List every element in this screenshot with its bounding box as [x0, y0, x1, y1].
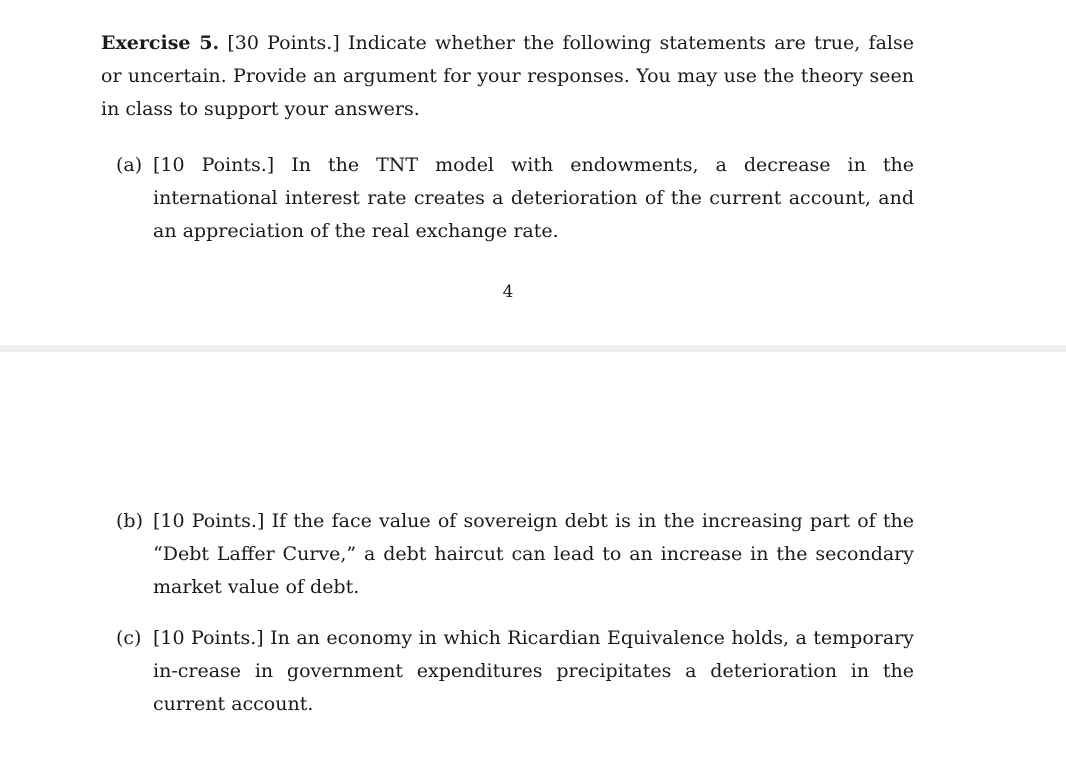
exercise-points: [30 Points.]	[227, 32, 340, 54]
item-marker: (a)	[116, 154, 143, 176]
exercise-intro	[101, 27, 914, 126]
item-text: If the face value of sovereign debt is in the increasing part of the “Debt Laffer Curve,” a debt haircut can lead to an increase in the secondary market value of debt.	[153, 510, 914, 598]
item-points: [10 Points.]	[153, 154, 275, 176]
document-page-lower	[0, 352, 1066, 769]
item-marker: (b)	[116, 510, 143, 532]
item-points: [10 Points.]	[153, 510, 265, 532]
item-body	[153, 622, 914, 721]
item-text: In the TNT model with endowments, a decrease in the international interest rate creates a deterioration of the current account, and an appreciation of the real exchange rate.	[153, 154, 914, 242]
page-number: 4	[502, 282, 514, 302]
item-points: [10 Points.]	[153, 627, 264, 649]
item-body	[153, 505, 914, 604]
exercise-instructions: Indicate whether the following statements are true, false or uncertain. Provide an argument for your responses. You may use the theory seen in class to support your answers.	[101, 32, 914, 120]
page-separator	[0, 345, 1066, 352]
item-marker: (c)	[116, 627, 142, 649]
item-body	[153, 149, 914, 248]
question-item-b	[116, 505, 914, 604]
exercise-label: Exercise 5.	[101, 32, 220, 54]
item-text: In an economy in which Ricardian Equivalence holds, a temporary in-crease in government expenditures precipitates a deterioration in the current account.	[153, 627, 915, 715]
question-item-c	[116, 622, 914, 721]
question-item-a	[116, 149, 914, 248]
document-page-upper	[0, 0, 1066, 345]
